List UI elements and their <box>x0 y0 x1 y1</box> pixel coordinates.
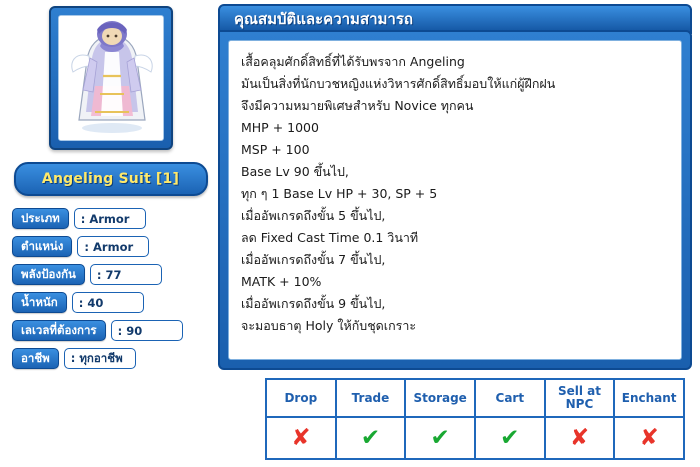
stat-value-position: : Armor <box>77 236 149 257</box>
stat-value-weight: : 40 <box>72 292 144 313</box>
description-line: เสื้อคลุมศักดิ์สิทธิ์ที่ได้รับพรจาก Angeling <box>241 54 465 69</box>
cross-icon: ✘ <box>569 424 590 451</box>
item-image <box>58 15 164 141</box>
stat-label-defense: พลังป้องกัน <box>12 264 85 285</box>
item-flags-table <box>265 378 685 460</box>
flag-header-drop: Drop <box>266 379 336 417</box>
stat-value-type: : Armor <box>74 208 146 229</box>
cross-icon: ✘ <box>291 424 311 451</box>
stat-value-job: : ทุกอาชีพ <box>64 348 136 369</box>
description-panel <box>218 4 692 370</box>
description-line: จะมอบธาตุ Holy ให้กับชุดเกราะ <box>241 318 417 333</box>
flag-header-trade: Trade <box>336 379 406 417</box>
description-line: เมื่ออัพเกรดถึงขั้น 7 ขึ้นไป, <box>241 252 386 267</box>
flag-cell-sell-at-npc <box>545 417 615 459</box>
stat-row-position <box>12 236 213 257</box>
description-line: ทุก ๆ 1 Base Lv HP + 30, SP + 5 <box>241 186 438 201</box>
stat-row-required-level <box>12 320 213 341</box>
flags-value-row <box>266 417 684 459</box>
stat-row-defense <box>12 264 213 285</box>
stat-row-weight <box>12 292 213 313</box>
stat-label-required-level: เลเวลที่ต้องการ <box>12 320 106 341</box>
description-line: MATK + 10% <box>241 274 322 289</box>
stat-label-weight: น้ำหนัก <box>12 292 67 313</box>
description-line: ลด Fixed Cast Time 0.1 วินาที <box>241 230 419 245</box>
description-line: จึงมีความหมายพิเศษสำหรับ Novice ทุกคน <box>241 98 474 113</box>
flag-header-enchant: Enchant <box>614 379 684 417</box>
flag-cell-drop <box>266 417 336 459</box>
flag-cell-cart <box>475 417 545 459</box>
cross-icon: ✘ <box>639 424 659 451</box>
flag-header-sell-at-npc: Sell at NPC <box>545 379 615 417</box>
stat-value-defense: : 77 <box>90 264 162 285</box>
check-icon: ✔ <box>500 424 520 451</box>
flag-header-cart: Cart <box>475 379 545 417</box>
angeling-suit-sprite <box>59 16 163 140</box>
description-line: MHP + 1000 <box>241 120 319 135</box>
item-summary-panel <box>8 6 213 376</box>
item-name-plate <box>14 162 208 196</box>
stat-value-required-level: : 90 <box>111 320 183 341</box>
stat-label-position: ตำแหน่ง <box>12 236 72 257</box>
description-title: คุณสมบัติและความสามารถ <box>234 10 413 28</box>
flag-header-storage: Storage <box>405 379 475 417</box>
item-image-frame <box>49 6 173 150</box>
item-stats-list <box>8 208 213 369</box>
stat-row-type <box>12 208 213 229</box>
check-icon: ✔ <box>430 424 450 451</box>
description-line: Base Lv 90 ขึ้นไป, <box>241 164 349 179</box>
stat-label-type: ประเภท <box>12 208 69 229</box>
check-icon: ✔ <box>360 424 381 451</box>
description-body-frame <box>218 30 692 370</box>
description-line: MSP + 100 <box>241 142 310 157</box>
stat-label-job: อาชีพ <box>12 348 59 369</box>
description-text-area <box>228 40 682 360</box>
flag-cell-storage <box>405 417 475 459</box>
flags-header-row <box>266 379 684 417</box>
flag-cell-enchant <box>614 417 684 459</box>
stat-row-job <box>12 348 213 369</box>
description-line: เมื่ออัพเกรดถึงขั้น 9 ขึ้นไป, <box>241 296 386 311</box>
description-line: มันเป็นสิ่งที่นักบวชหญิงแห่งวิหารศักดิ์สิทธิ์มอบให้แก่ผู้ฝึกฝน <box>241 76 556 91</box>
flag-cell-trade <box>336 417 406 459</box>
item-name: Angeling Suit [1] <box>41 171 180 187</box>
description-line: เมื่ออัพเกรดถึงขั้น 5 ขึ้นไป, <box>241 208 386 223</box>
